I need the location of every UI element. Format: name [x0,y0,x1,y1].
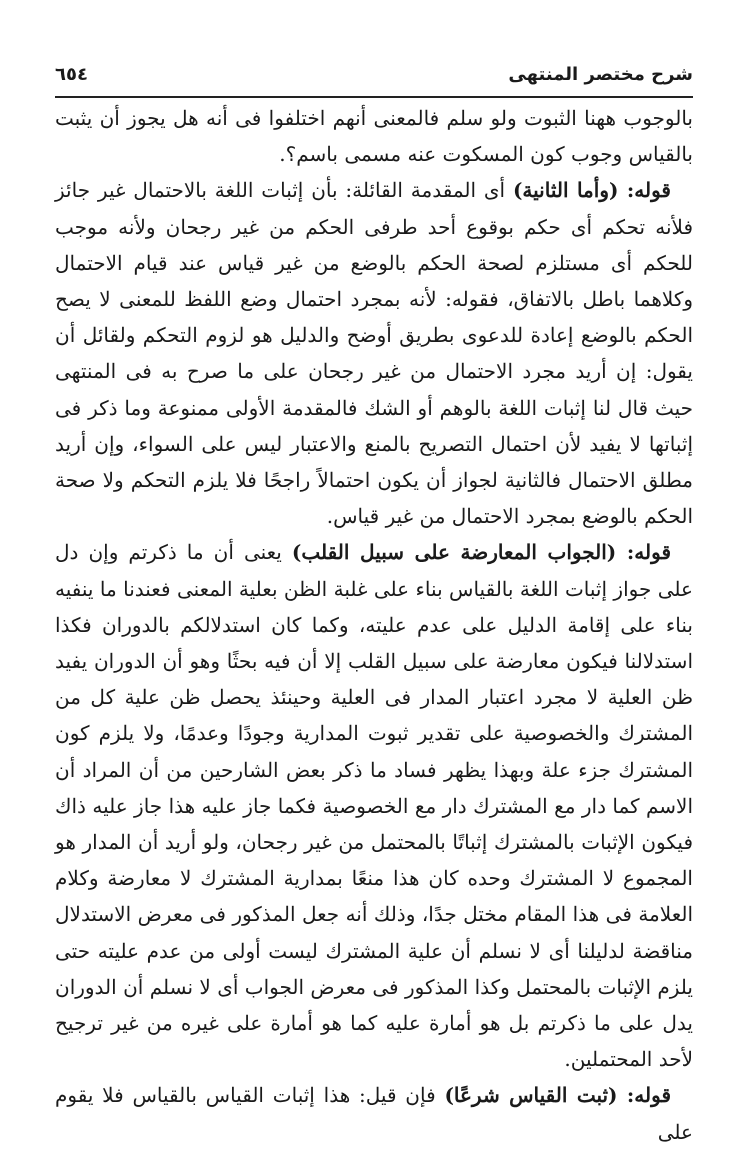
running-title: شرح مختصر المنتهى [508,64,693,85]
body-text [55,100,693,1150]
header-divider [55,96,693,98]
paragraph [55,534,693,1077]
paragraph-lead: قوله: (الجواب المعارضة على سبيل القلب) [291,540,672,565]
paragraph [55,172,693,534]
paragraph-text: فإن قيل: هذا إثبات القياس بالقياس فلا يقوم على [55,1083,693,1144]
paragraph-lead: قوله: (ثبت القياس شرعًا) [444,1083,672,1108]
page-number: ٦٥٤ [55,64,88,85]
page-header [55,60,693,94]
paragraph-lead: قوله: (وأما الثانية) [512,178,671,203]
paragraph-text: بالوجوب ههنا الثبوت ولو سلم فالمعنى أنهم اختلفوا فى أنه هل يجوز أن يثبت بالقياس وجوب كون المسكوت عنه مسمى باسم؟. [55,106,693,167]
paragraph [55,100,693,172]
paragraph-text: أى المقدمة القائلة: بأن إثبات اللغة بالاحتمال غير جائز فلأنه تحكم أى حكم بوقوع أحد طرفى الحكم من غير رجحان ولأنه موجب للحكم أى مستلزم لصحة الحكم بالوضع من غير قياس عند قيام الاحتمال وكلاهما باطل بالاتفاق، فقوله: لأنه بمجرد احتمال وضع اللفظ للمعنى لا يصح الحكم بالوضع إعادة للدعوى بطريق أوضح والدليل هو لزوم التحكم ولقائل أن يقول: إن أريد مجرد الاحتمال من غير رجحان على ما صرح به فى المنتهى حيث قال لنا إثبات اللغة بالوهم أو الشك فالمقدمة الأولى ممنوعة وما ذكر فى إثباتها لا يفيد لأن احتمال التصريح بالمنع والاعتبار ليس على السواء، وإن أريد مطلق الاحتمال فالثانية لجواز أن يكون احتمالاً راجحًا فلا يلزم التحكم ولا صحة الحكم بالوضع بمجرد الاحتمال من غير قياس. [55,178,694,529]
paragraph [55,1077,693,1149]
paragraph-text: يعنى أن ما ذكرتم وإن دل على جواز إثبات اللغة بالقياس بناء على غلبة الظن بعلية المعنى فعندنا ما ينفيه بناء على إقامة الدليل على عدم عليته، وكما كان استدلالكم بالدوران فكذا استدلالنا فيكون معارضة على سبيل القلب إلا أن فيه بحثًا وهو أن الدوران يفيد ظن العلية لا مجرد اعتبار المدار فى العلية وحينئذ يحصل ظن علية كل من المشترك والخصوصية على تقدير ثبوت المدارية وجودًا وعدمًا، ولا يلزم كون المشترك جزء علة وبهذا يظهر فساد ما ذكر بعض الشارحين من أن المراد أن الاسم كما دار مع المشترك دار مع الخصوصية فكما جاز عليه هذا جاز عليه ذاك فيكون الإثبات بالمشترك إثباتًا بالمحتمل من غير رجحان، ولو أريد أن المدار هو المجموع لا المشترك وحده كان هذا منعًا بمدارية المشترك لا معارضة وكلام العلامة فى هذا المقام مختل جدًا، وذلك أنه جعل المذكور فى معرض الاستدلال مناقضة لدليلنا أى لا نسلم أن علية المشترك ليست أولى من عدم عليته حتى يلزم الإثبات بالمحتمل وكذا المذكور فى معرض الجواب أى لا نسلم أن الدوران يدل على ما ذكرتم بل هو أمارة عليه كما هو أمارة على غيره من غير ترجيح لأحد المحتملين. [55,540,693,1072]
